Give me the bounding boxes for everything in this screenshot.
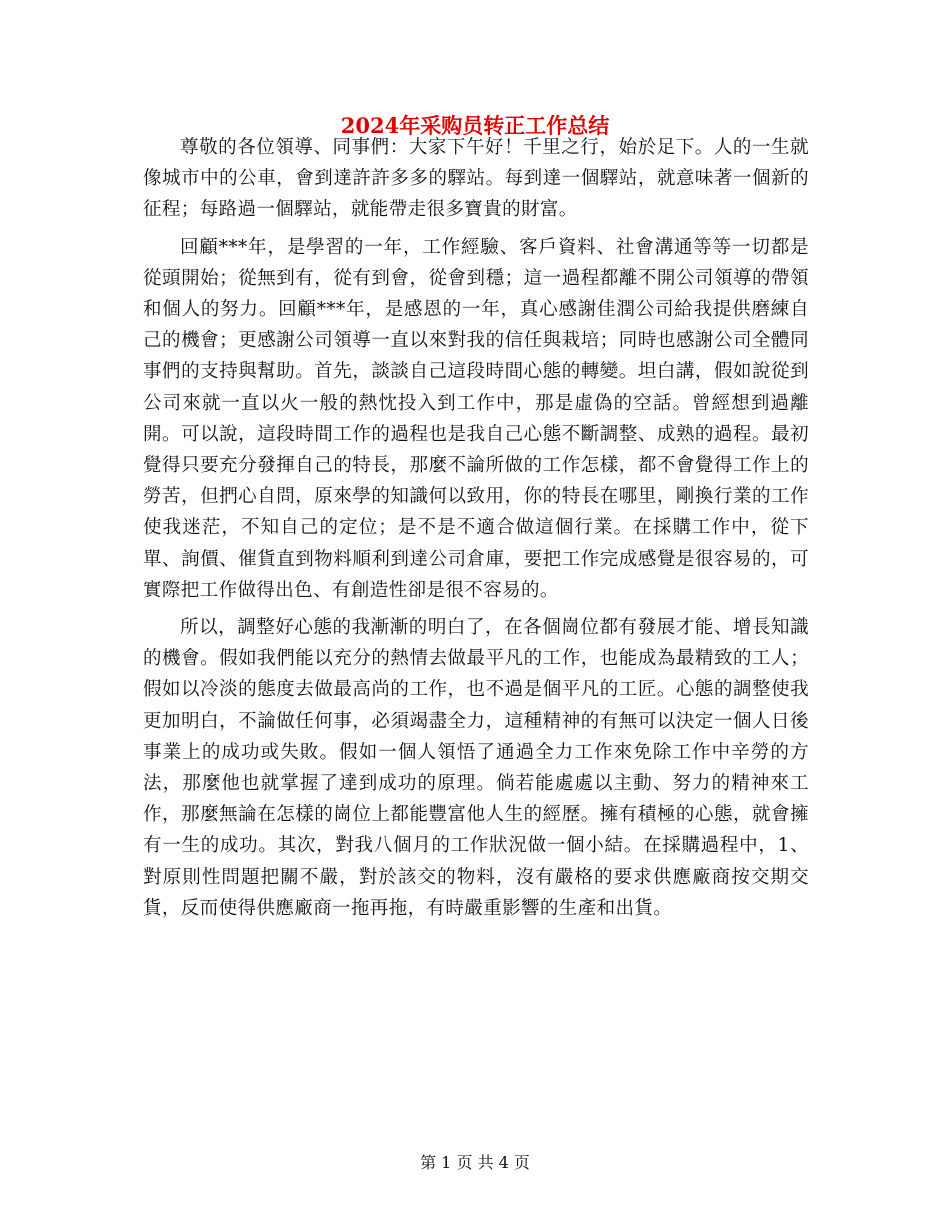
page-footer: 第 1 页 共 4 页: [420, 1153, 530, 1172]
paragraph-2: 回顧***年，是學習的一年，工作經驗、客戶資料、社會溝通等等一切都是從頭開始；從無到有，從有到會，從會到穩；這一過程都離不開公司領導的帶領和個人的努力。回顧***年，是感恩的一年，真心感謝佳潤公司給我提供磨練自己的機會；更感謝公司領導一直以來對我的信任與栽培；同時也感謝公司全體同事們的支持與幫助。首先，談談自己這段時間心態的轉變。坦白講，假如說從到公司來就一直以火一般的熱忱投入到工作中，那是虛偽的空話。曾經想到過離開。可以說，這段時間工作的過程也是我自己心態不斷調整、成熟的過程。最初覺得只要充分發揮自己的特長，那麼不論所做的工作怎樣，都不會覺得工作上的勞苦，但捫心自問，原來學的知識何以致用，你的特長在哪里，剛換行業的工作使我迷茫，不知自己的定位；是不是不適合做這個行業。在採購工作中，從下單、詢價、催貨直到物料順利到達公司倉庫，要把工作完成感覺是很容易的，可實際把工作做得出色、有創造性卻是很不容易的。: [143, 236, 809, 601]
document-title: 2024年采购员转正工作总结: [340, 113, 610, 138]
document-body: [143, 132, 809, 930]
paragraph-3: 所以，調整好心態的我漸漸的明白了，在各個崗位都有發展才能、增長知識的機會。假如我們能以充分的熱情去做最平凡的工作，也能成為最精致的工人；假如以冷淡的態度去做最高尚的工作，也不過是個平凡的工匠。心態的調整使我更加明白，不論做任何事，必須竭盡全力，這種精神的有無可以決定一個人日後事業上的成功或失敗。假如一個人領悟了通過全力工作來免除工作中辛勞的方法，那麼他也就掌握了達到成功的原理。倘若能處處以主動、努力的精神來工作，那麼無論在怎樣的崗位上都能豐富他人生的經歷。擁有積極的心態，就會擁有一生的成功。其次，對我八個月的工作狀況做一個小結。在採購過程中，1、對原則性問題把關不嚴，對於該交的物料，沒有嚴格的要求供應廠商按交期交貨，反而使得供應廠商一拖再拖，有時嚴重影響的生產和出貨。: [143, 617, 809, 919]
paragraph-1: 尊敬的各位領導、同事們：大家下午好！千里之行，始於足下。人的一生就像城市中的公車，會到達許許多多的驛站。每到達一個驛站，就意味著一個新的征程；每路過一個驛站，就能帶走很多寶貴的財富。: [143, 137, 809, 221]
